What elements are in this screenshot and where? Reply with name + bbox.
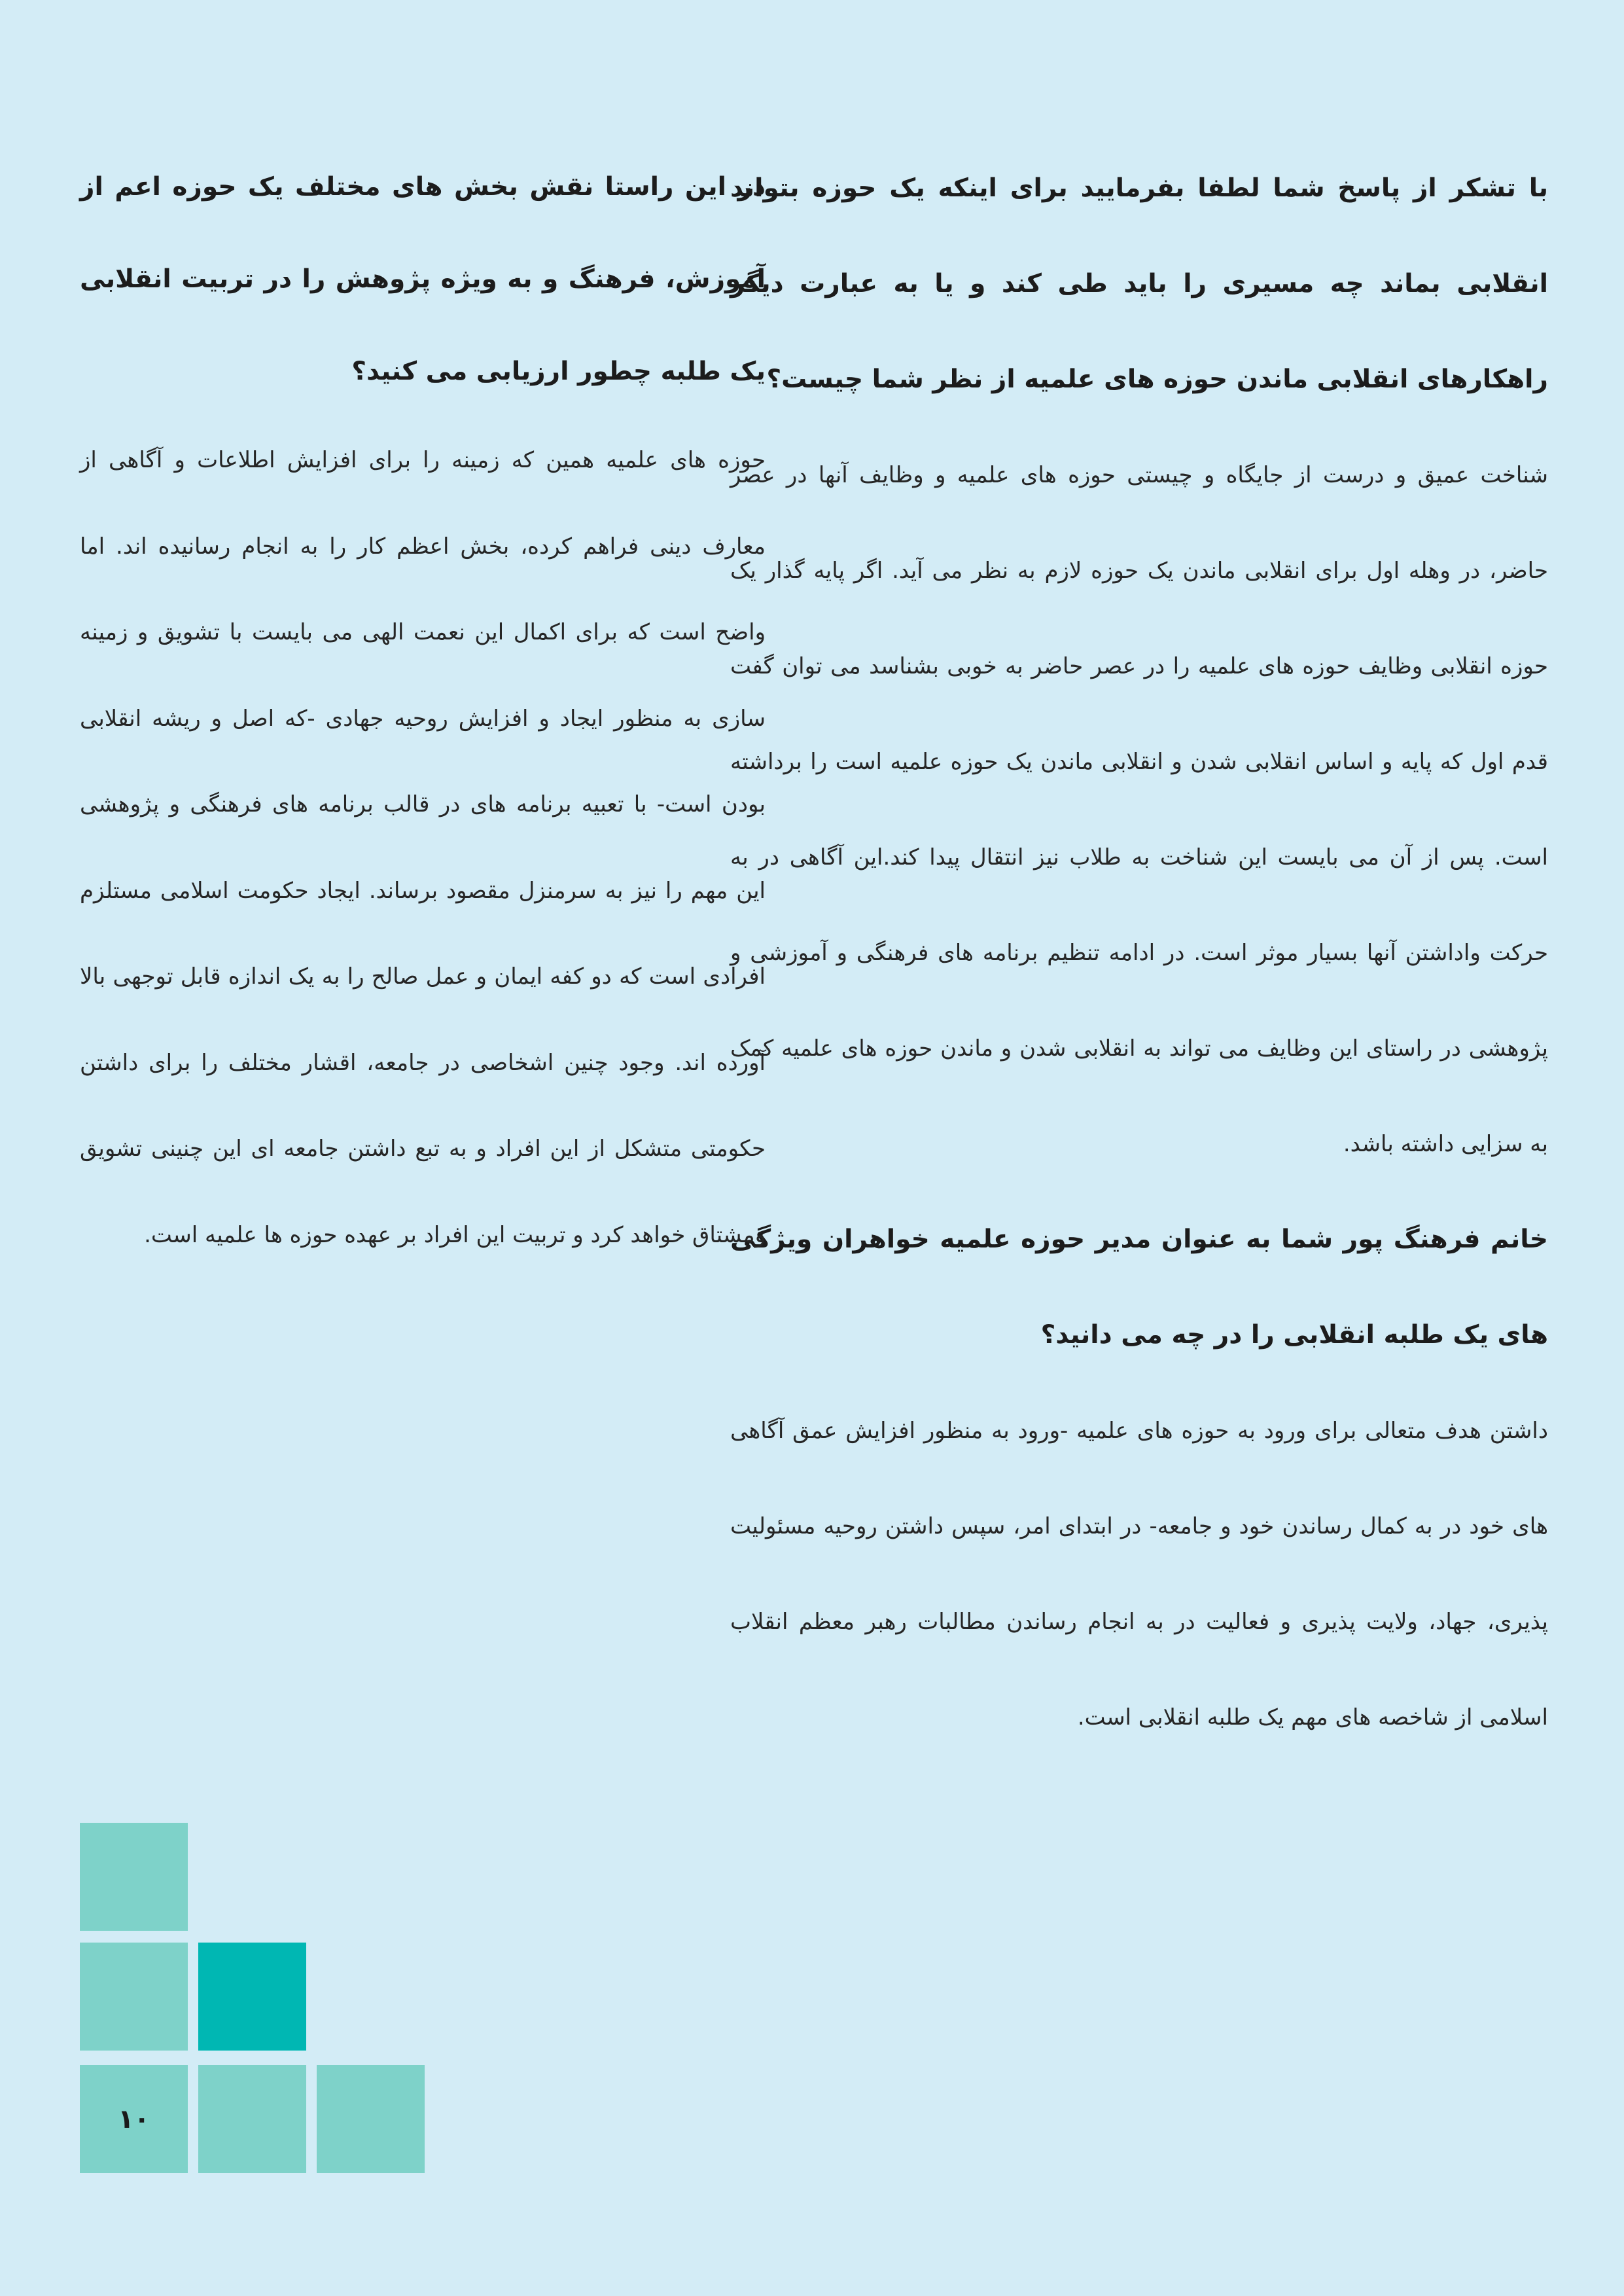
interview-answer-3: حوزه های علمیه همین که زمینه را برای افزایش اطلاعات و آگاهی از معارف دینی فراهم کرده، بخش اعظم کار را به انجام رسانیده اند. اما واضح است که برای اکمال این نعمت الهی می بایست با تشویق و زمینه سازی به منظور ایجاد و افزایش روحیه جهادی -که اصل و ریشه انقلابی بودن است- با تعبیه برنامه های در قالب برنامه های فرهنگی و پژوهشی این مهم را نیز به سرمنزل مقصود برساند. ایجاد حکومت اسلامی مستلزم افرادی است که دو کفه ایمان و عمل صالح را به یک اندازه قابل توجهی بالا آورده اند. وجود چنین اشخاصی در جامعه، اقشار مختلف را برای داشتن حکومتی متشکل از این افراد و به تبع داشتن جامعه ای این چنینی تشویق ومشتاق خواهد کرد و تربیت این افراد بر عهده حوزه ها علمیه است. [80,447,766,1248]
interview-answer-2: داشتن هدف متعالی برای ورود به حوزه های علمیه -ورود به منظور افزایش عمق آگاهی های خود در به کمال رساندن خود و جامعه- در ابتدای امر، سپس داشتن روحیه مسئولیت پذیری، جهاد، ولایت پذیری و فعالیت در به انجام رساندن مطالبات رهبر معظم انقلاب اسلامی از شاخصه های مهم یک طلبه انقلابی است. [730,1418,1548,1731]
page-number: ۱۰ [118,2104,150,2134]
interview-question-3: در این راستا نقش بخش های مختلف یک حوزه اعم از آموزش، فرهنگ و به ویژه پژوهش را در تربیت انقلابی یک طلبه چطور ارزیابی می کنید؟ [80,172,766,386]
decor-square [80,1823,188,1931]
right-column [730,141,1548,1765]
interview-question-1: با تشکر از پاسخ شما لطفا بفرمایید برای اینکه یک حوزه بتواند انقلابی بماند چه مسیری را باید طی کند و یا به عبارت دیگر راهکارهای انقلابی ماندن حوزه های علمیه از نظر شما چیست؟ [730,173,1548,394]
decor-square [198,2065,306,2173]
interview-answer-1: شناخت عمیق و درست از جایگاه و چیستی حوزه های علمیه و وظایف آنها در عصر حاضر، در وهله اول برای انقلابی ماندن یک حوزه لازم به نظر می آید. اگر پایه گذار یک حوزه انقلابی وظایف حوزه های علمیه را در عصر حاضر به خوبی بشناسد می توان گفت قدم اول که پایه و اساس انقلابی شدن و انقلابی ماندن یک حوزه علمیه است را برداشته است. پس از آن می بایست این شناخت به طلاب نیز انتقال پیدا کند.این آگاهی در به حرکت واداشتن آنها بسیار موثر است. در ادامه تنظیم برنامه های فرهنگی و آموزشی و پژوهشی در راستای این وظایف می تواند به انقلابی شدن و ماندن حوزه های علمیه کمک به سزایی داشته باشد. [730,462,1548,1157]
decor-square [317,2065,425,2173]
left-column [80,141,766,1278]
interview-question-2: خانم فرهنگ پور شما به عنوان مدیر حوزه علمیه خواهران ویژگی های یک طلبه انقلابی را در چه می دانید؟ [730,1225,1548,1350]
decor-square-accent [198,1943,306,2051]
decor-square [80,1943,188,2051]
